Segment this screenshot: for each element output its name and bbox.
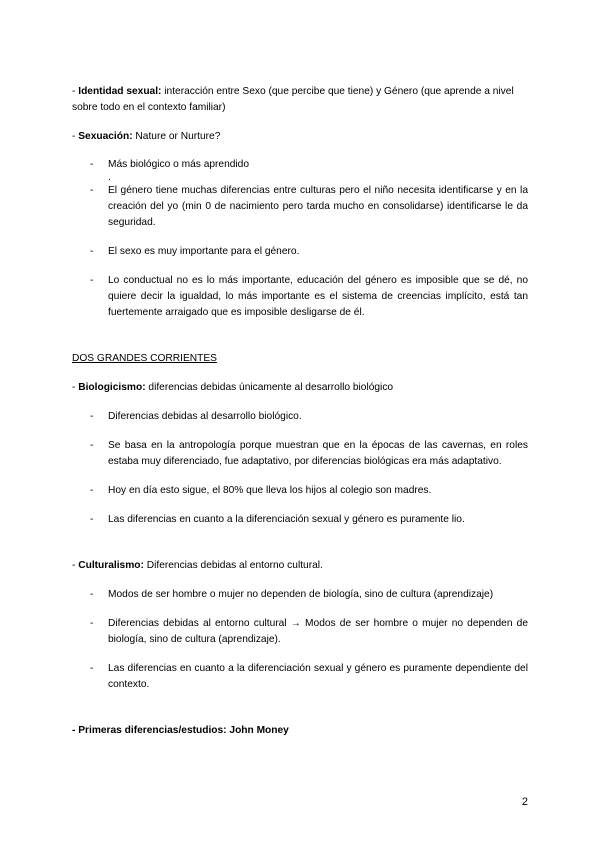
culturalismo-prefix: - (72, 560, 79, 571)
primeras-paragraph (72, 723, 528, 739)
list-item (72, 438, 528, 470)
document-page (72, 84, 528, 739)
identidad-prefix: - (72, 86, 79, 97)
list-item-text: Más biológico o más aprendido (108, 159, 250, 170)
dash-bullet: - (90, 618, 94, 629)
dash-bullet: - (90, 159, 94, 170)
list-item-text: El sexo es muy importante para el género. (108, 246, 300, 257)
list-item-text: Se basa en la antropología porque muestran que en la épocas de las cavernas, en roles estaba muy diferenciado, fue adaptativo, por diferencias biológicas era más adaptativo. (108, 440, 528, 467)
list-item-text: Modos de ser hombre o mujer no dependen de biología, sino de cultura (aprendizaje) (108, 589, 494, 600)
list-item (72, 273, 528, 321)
list-item (72, 512, 528, 528)
sexuacion-text: Nature or Nurture? (132, 131, 221, 142)
list-item (72, 183, 528, 231)
identidad-label: Identidad sexual: (78, 86, 162, 97)
sexuacion-prefix: - (72, 131, 79, 142)
list-item-text: Hoy en día esto sigue, el 80% que lleva los hijos al colegio son madres. (108, 485, 432, 496)
dash-bullet: - (90, 411, 94, 422)
dash-bullet: - (90, 440, 94, 451)
list-item-text: Diferencias debidas al entorno cultural → Modos de ser hombre o mujer no dependen de biología, sino de cultura (aprendizaje). (108, 618, 528, 645)
dash-bullet: - (90, 246, 94, 257)
dash-bullet: - (90, 275, 94, 286)
list-item (72, 409, 528, 425)
biologicismo-label: Biologicismo: (78, 382, 146, 393)
list-item (72, 483, 528, 499)
culturalismo-paragraph (72, 558, 528, 574)
dash-bullet: - (90, 485, 94, 496)
list-item-text: Lo conductual no es lo más importante, educación del género es imposible que se dé, no quiere decir la igualdad, lo más importante es el sistema de creencias implícito, está tan fuertemente arraigado que es imposible desligarse de él. (108, 275, 528, 318)
list-item (72, 616, 528, 648)
primeras-label: Primeras diferencias/estudios: John Money (78, 725, 289, 736)
dash-bullet: - (90, 185, 94, 196)
culturalismo-text: Diferencias debidas al entorno cultural. (143, 560, 323, 571)
list-item-text: Diferencias debidas al desarrollo biológico. (108, 411, 302, 422)
dash-bullet: - (90, 589, 94, 600)
page-number: 2 (521, 796, 528, 808)
list-item (72, 157, 528, 173)
culturalismo-label: Culturalismo: (78, 560, 144, 571)
identidad-paragraph (72, 84, 528, 116)
list-item (72, 244, 528, 260)
biologicismo-prefix: - (72, 382, 79, 393)
sexuacion-label: Sexuación: (78, 131, 133, 142)
list-item (72, 661, 528, 693)
section-heading: DOS GRANDES CORRIENTES (72, 353, 217, 364)
identidad-text: interacción entre Sexo (que percibe que tiene) y Género (que aprende a nivel sobre todo en el contexto familiar) (72, 86, 514, 113)
dash-bullet: - (90, 663, 94, 674)
list-item-text: Las diferencias en cuanto a la diferenciación sexual y género es puramente lio. (108, 514, 465, 525)
biologicismo-list (72, 409, 528, 528)
sexuacion-list-cont (72, 183, 528, 321)
primeras-prefix: - (72, 725, 79, 736)
biologicismo-paragraph (72, 380, 528, 396)
sexuacion-list (72, 157, 528, 173)
list-item-text: El género tiene muchas diferencias entre culturas pero el niño necesita identificarse y en la creación del yo (min 0 de nacimiento pero tarda mucho en consolidarse) identificarse le da seguridad. (108, 185, 528, 228)
list-item-text: Las diferencias en cuanto a la diferenciación sexual y género es puramente dependiente del contexto. (108, 663, 528, 690)
culturalismo-list (72, 587, 528, 693)
list-item (72, 587, 528, 603)
dash-bullet: - (90, 514, 94, 525)
stray-dot: . (108, 172, 111, 183)
biologicismo-text: diferencias debidas únicamente al desarrollo biológico (145, 382, 394, 393)
sexuacion-paragraph (72, 129, 528, 145)
